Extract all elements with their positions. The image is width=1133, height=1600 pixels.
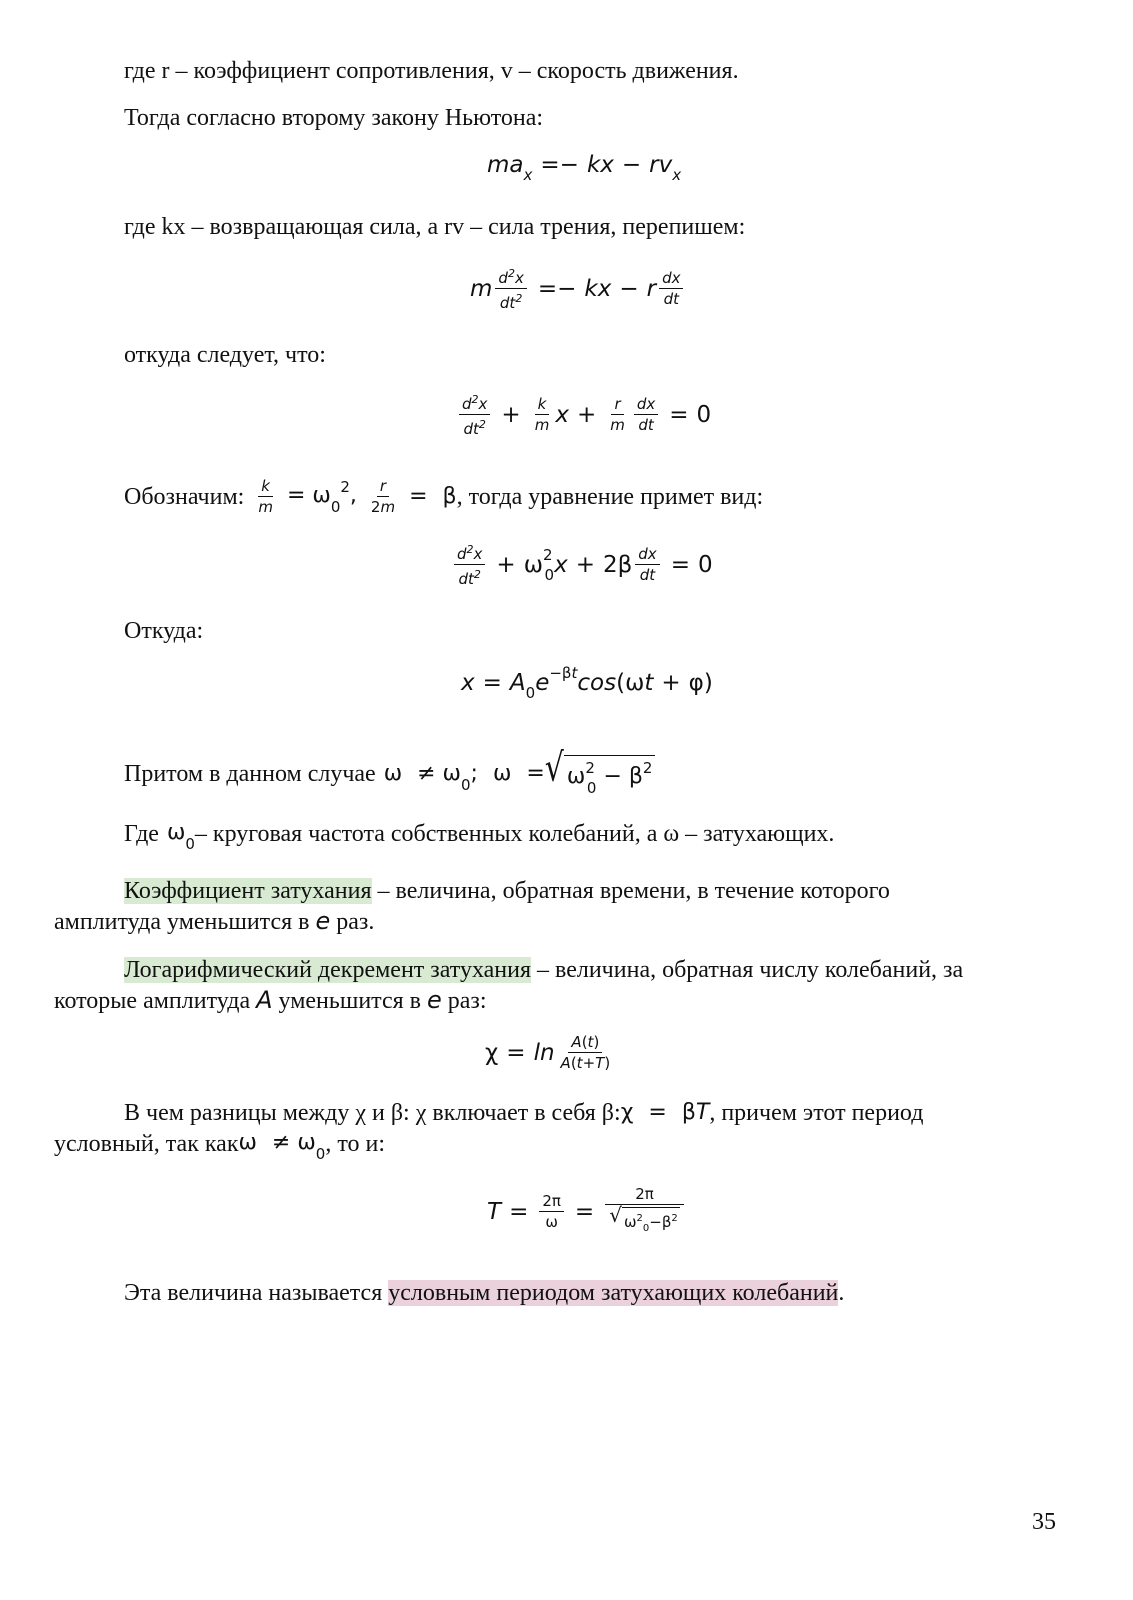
paragraph-log-decrement-line2: которые амплитуда A уменьшится в e раз: — [54, 986, 487, 1014]
term-log-decrement: Логарифмический декремент затухания — [124, 957, 532, 983]
paragraph-forces: где kx – возвращающая сила, а rv – сила трения, перепишем: — [124, 214, 746, 240]
paragraph-damping-coefficient-line2: амплитуда уменьшится в e раз. — [54, 907, 375, 935]
page-number: 35 — [1032, 1509, 1056, 1535]
paragraph-newton: Тогда согласно второму закону Ньютона: — [124, 105, 544, 131]
equation-differential-1: m $\frac{d^2x}{dt^2}$ =− kx − r $\frac{dx}{dt}$ — [470, 266, 686, 311]
equation-differential-2: $\frac{d^2x}{dt^2}$ + $\frac{k}{m}$ x + $\frac{r}{m}$ $\frac{dx}{dt}$ = 0 — [456, 392, 711, 437]
sqrt-expression: √ $\omega^2_0 - \beta^2$ — [545, 755, 656, 793]
paragraph-damping-coefficient: Коэффициент затухания – величина, обратная времени, в течение которого — [124, 878, 890, 904]
equation-period: T = $\frac{2\pi}{\omega}$ = 2π √ $\omega^2_0-\beta^2$ — [487, 1186, 687, 1237]
equation-newton-law: ma x =− kx − rv x — [487, 152, 682, 184]
paragraph-frequency-relation: Притом в данном случае $\omega \ne \omega_0$; ω = √ $\omega^2_0 - \beta^2$ — [124, 755, 655, 793]
paragraph-notation: Обозначим: $\frac{k}{m}$ = $\omega_0^2$, $\frac{r}{2m}$ = β , тогда уравнение примет вид: — [124, 477, 764, 516]
equation-damped-oscillator: $\frac{d^2x}{dt^2}$ + ω 2 0 x + 2β $\frac{dx}{dt}$ = 0 — [451, 542, 713, 587]
paragraph-follows: откуда следует, что: — [124, 342, 326, 368]
paragraph-conditional-period: Эта величина называется условным периодом затухающих колебаний. — [124, 1280, 845, 1306]
equation-solution: x = A 0 e −βt cos (ω t + φ) — [461, 664, 713, 702]
paragraph-log-decrement: Логарифмический декремент затухания – величина, обратная числу колебаний, за — [124, 957, 964, 983]
equation-log-decrement: χ = ln $\frac{A(t)}{A(t+T)}$ — [485, 1033, 611, 1072]
paragraph-resistance: где r – коэффициент сопротивления, v – скорость движения. — [124, 58, 739, 84]
term-damping-coefficient: Коэффициент затухания — [124, 878, 372, 904]
paragraph-difference-line2: условный, так как $\omega \ne \omega_0$ , то и: — [54, 1130, 385, 1163]
term-conditional-period: условным периодом затухающих колебаний — [388, 1280, 839, 1306]
paragraph-difference: В чем разницы между χ и β: χ включает в себя β: χ = βT , причем этот период — [124, 1100, 924, 1126]
paragraph-whence: Откуда: — [124, 618, 204, 644]
paragraph-where-omega: Где $\omega_0$ – круговая частота собственных колебаний, а ω – затухающих. — [124, 820, 835, 853]
